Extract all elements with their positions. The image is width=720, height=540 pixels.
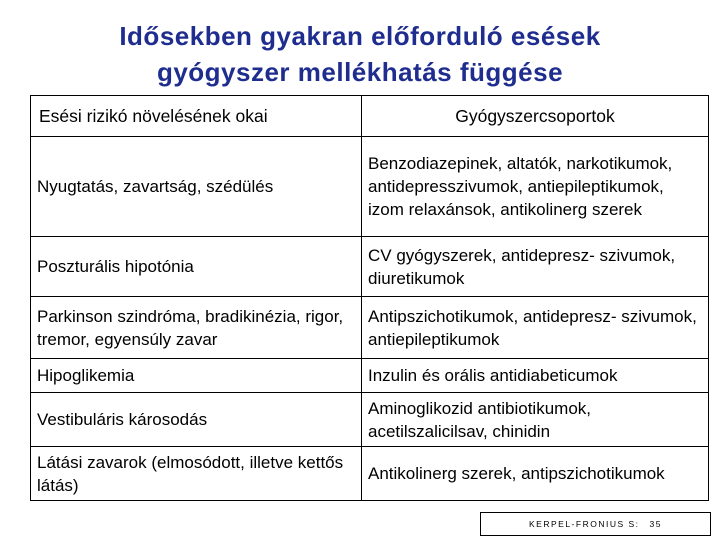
- cause-cell: Parkinson szindróma, bradikinézia, rigor, tremor, egyensúly zavar: [31, 297, 362, 359]
- cause-cell: Vestibuláris károsodás: [31, 393, 362, 447]
- drug-cell: Aminoglikozid antibiotikumok, acetilszalicilsav, chinidin: [362, 393, 709, 447]
- drug-cell: Benzodiazepinek, altatók, narkotikumok, antidepresszivumok, antiepileptikumok, izom relaxánsok, antikolinerg szerek: [362, 137, 709, 237]
- cause-cell: Nyugtatás, zavartság, szédülés: [31, 137, 362, 237]
- table-row: [31, 237, 709, 297]
- cause-cell: Poszturális hipotónia: [31, 237, 362, 297]
- table-row: [31, 359, 709, 393]
- table-row: [31, 297, 709, 359]
- drug-cell: Antipszichotikumok, antidepresz- szivumok, antiepileptikumok: [362, 297, 709, 359]
- drug-cell: Antikolinerg szerek, antipszichotikumok: [362, 447, 709, 501]
- cause-cell: Hipoglikemia: [31, 359, 362, 393]
- header-drug-groups: Gyógyszercsoportok: [362, 96, 709, 137]
- header-causes: Esési rizikó növelésének okai: [31, 96, 362, 137]
- footer-credit: [480, 512, 711, 536]
- title-line-2: gyógyszer mellékhatás függése: [156, 57, 564, 87]
- table-header-row: [31, 96, 709, 137]
- table-row: [31, 393, 709, 447]
- title-line-1: Idősekben gyakran előforduló esések: [119, 21, 601, 51]
- drug-cell: CV gyógyszerek, antidepresz- szivumok, diuretikumok: [362, 237, 709, 297]
- cause-cell: Látási zavarok (elmosódott, illetve kettős látás): [31, 447, 362, 501]
- table-row: [31, 447, 709, 501]
- fall-risk-table: [30, 95, 709, 501]
- slide-title: [0, 18, 720, 90]
- footer-author: KERPEL-FRONIUS S:: [529, 519, 640, 529]
- page-number: 35: [649, 519, 662, 529]
- table-row: [31, 137, 709, 237]
- drug-cell: Inzulin és orális antidiabeticumok: [362, 359, 709, 393]
